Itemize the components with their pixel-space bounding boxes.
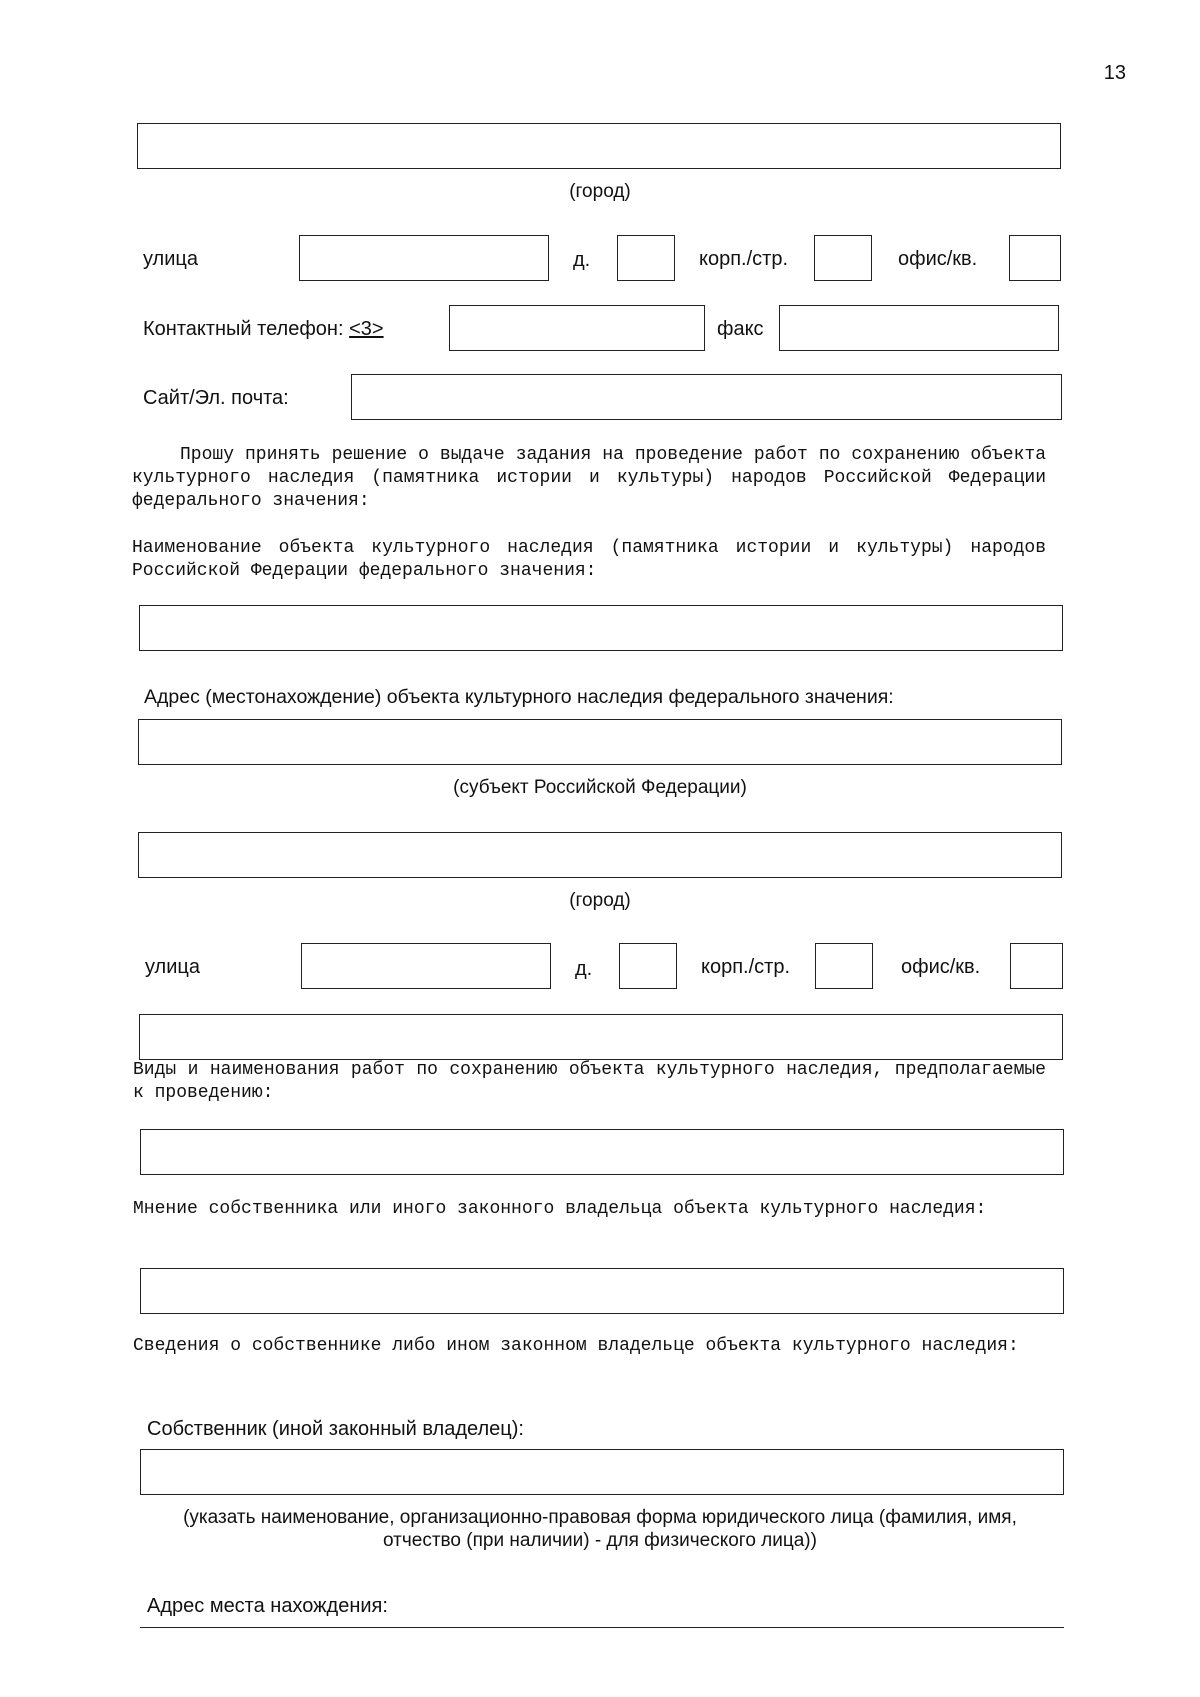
- object-city-caption: (город): [569, 890, 631, 911]
- object-street-label: улица: [145, 956, 200, 978]
- city-field[interactable]: [137, 123, 1061, 169]
- owner-caption-line2: отчество (при наличии) - для физического лица)): [383, 1530, 817, 1551]
- street-field[interactable]: [299, 235, 549, 281]
- house-field[interactable]: [617, 235, 675, 281]
- works-field[interactable]: [140, 1129, 1064, 1175]
- building-label: корп./стр.: [699, 248, 789, 270]
- phone-field[interactable]: [449, 305, 705, 351]
- object-address-heading: Адрес (местонахождение) объекта культурного наследия федерального значения:: [144, 686, 894, 708]
- owner-info-paragraph: Сведения о собственнике либо ином законном владельце объекта культурного наследия:: [133, 1336, 1019, 1356]
- site-email-field[interactable]: [351, 374, 1062, 420]
- owner-location-line[interactable]: [140, 1627, 1064, 1628]
- object-extra-field[interactable]: [139, 1014, 1063, 1060]
- phone-footnote-link[interactable]: <3>: [349, 318, 384, 340]
- object-building-label: корп./стр.: [701, 956, 791, 978]
- object-city-field[interactable]: [138, 832, 1062, 878]
- object-street-field[interactable]: [301, 943, 551, 989]
- phone-label-group: [143, 318, 384, 341]
- object-region-field[interactable]: [138, 719, 1062, 765]
- owner-location-label: Адрес места нахождения:: [147, 1595, 388, 1617]
- page-number: 13: [1103, 62, 1126, 84]
- owner-heading: Собственник (иной законный владелец):: [147, 1418, 524, 1440]
- city-caption: (город): [569, 181, 631, 202]
- site-email-label: Сайт/Эл. почта:: [143, 387, 289, 409]
- object-name-paragraph: Наименование объекта культурного наследия (памятника истории и культуры) народов Российской Федерации федерального значения:: [132, 538, 1046, 581]
- street-label: улица: [143, 248, 198, 270]
- object-name-field[interactable]: [139, 605, 1063, 651]
- office-field[interactable]: [1009, 235, 1061, 281]
- request-paragraph: Прошу принять решение о выдаче задания на проведение работ по сохранению объекта культурного наследия (памятника истории и культуры) народов Российской Федерации федерального значения:: [132, 445, 1046, 511]
- owner-field[interactable]: [140, 1449, 1064, 1495]
- object-region-caption: (субъект Российской Федерации): [453, 777, 747, 798]
- owner-opinion-field[interactable]: [140, 1268, 1064, 1314]
- fax-label: факс: [717, 318, 764, 340]
- works-paragraph: Виды и наименования работ по сохранению объекта культурного наследия, предполагаемые к проведению:: [133, 1060, 1046, 1103]
- object-office-label: офис/кв.: [901, 956, 981, 978]
- office-label: офис/кв.: [898, 248, 978, 270]
- phone-label: Контактный телефон:: [143, 318, 344, 340]
- fax-field[interactable]: [779, 305, 1059, 351]
- owner-opinion-paragraph: Мнение собственника или иного законного владельца объекта культурного наследия:: [133, 1199, 987, 1219]
- object-office-field[interactable]: [1010, 943, 1063, 989]
- object-building-field[interactable]: [815, 943, 873, 989]
- object-house-field[interactable]: [619, 943, 677, 989]
- building-field[interactable]: [814, 235, 872, 281]
- owner-caption-line1: (указать наименование, организационно-правовая форма юридического лица (фамилия, имя,: [183, 1507, 1017, 1528]
- house-label: д.: [573, 249, 591, 271]
- object-house-label: д.: [575, 958, 593, 980]
